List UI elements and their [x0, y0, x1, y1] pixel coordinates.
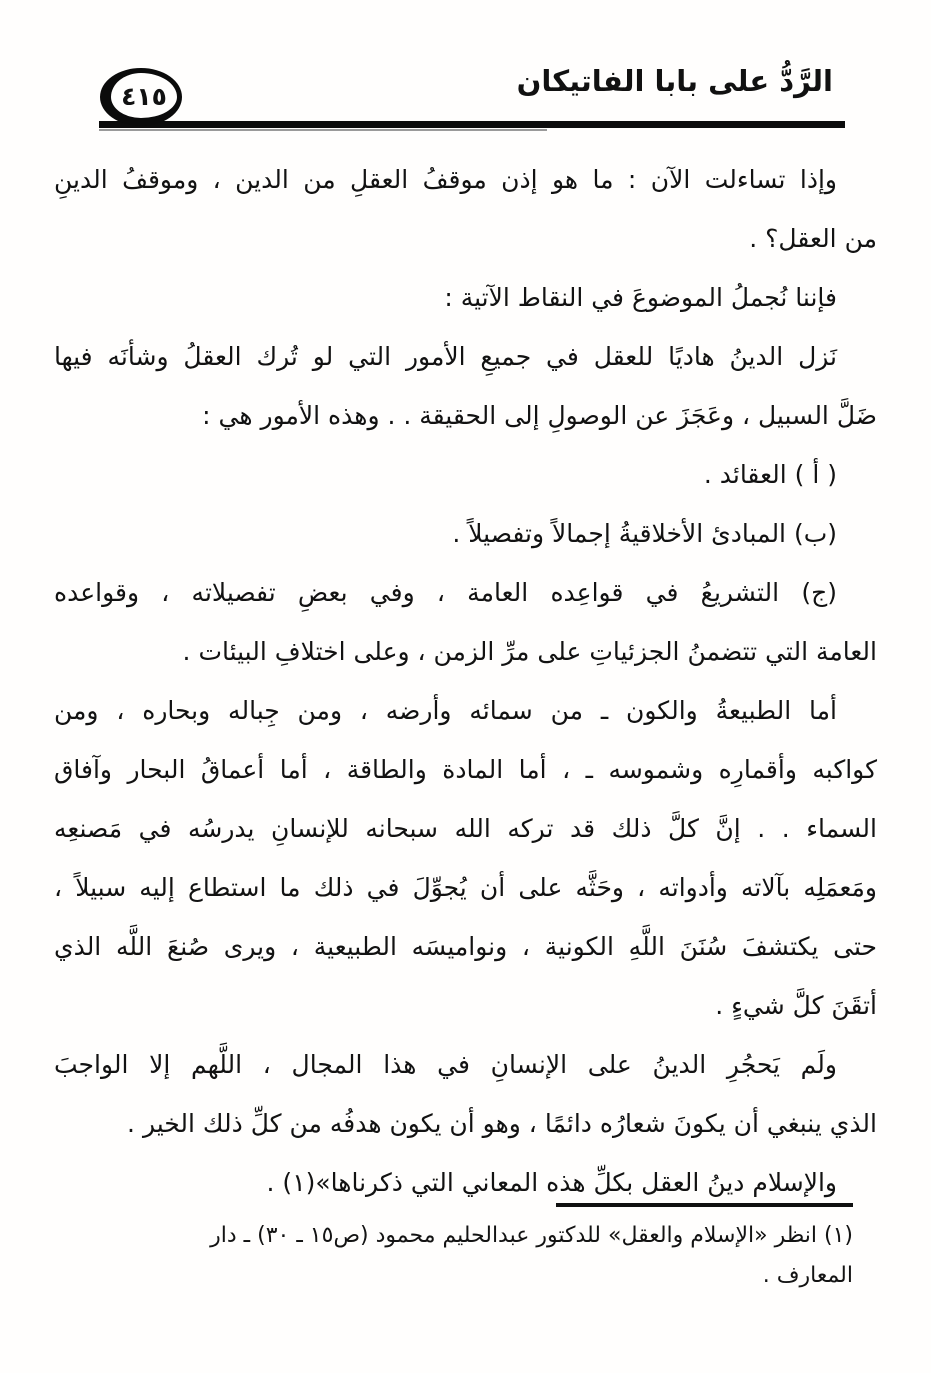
text-line: السماء . . إنَّ كلَّ ذلك قد تركه الله سبحانه للإنسانِ يدرسُه في مَصنعِه [54, 814, 877, 843]
text-line: ولَم يَحجُرِ الدينُ على الإنسانِ في هذا المجال ، اللَّهم إلا الواجبَ [54, 1050, 837, 1079]
header-rule [99, 121, 845, 128]
text-line: العامة التي تتضمنُ الجزئياتِ على مرِّ الزمن ، وعلى اختلافِ البيئات . [182, 637, 877, 666]
footnote: (١) انظر «الإسلام والعقل» للدكتور عبدالحليم محمود (ص١٥ ـ ٣٠) ـ دار المعارف . [210, 1223, 853, 1288]
text-line: ( أ ) العقائد . [703, 460, 837, 489]
text-line: وإذا تساءلت الآن : ما هو إذن موقفُ العقلِ من الدين ، وموقفُ الدينِ [54, 165, 837, 194]
page-number-badge [100, 68, 182, 126]
text-line: (ب) المبادئ الأخلاقيةُ إجمالاً وتفصيلاً . [452, 519, 837, 548]
text-line: نَزل الدينُ هاديًا للعقل في جميعِ الأمور التي لو تُرك العقلُ وشأنَه فيها [54, 342, 837, 371]
text-line: أتقَنَ كلَّ شيءٍ . [715, 991, 877, 1020]
text-line: من العقل؟ . [749, 224, 877, 253]
text-line: والإسلام دينُ العقل بكلِّ هذه المعاني التي ذكرناها»(١) . [266, 1168, 837, 1197]
text-line: (ج) التشريعُ في قواعِده العامة ، وفي بعضِ تفصيلاته ، وقواعده [54, 578, 837, 607]
text-line: ومَعمَلِه بآلاته وأدواته ، وحَثَّه على أن يُجوِّلَ في ذلك ما استطاع إليه سبيلاً ، [54, 873, 877, 902]
text-line: حتى يكتشفَ سُنَنَ اللَّهِ الكونية ، ونواميسَه الطبيعية ، ويرى صُنعَ اللَّه الذي [54, 932, 877, 961]
body-text [54, 150, 877, 1212]
text-line: كواكبه وأقمارِه وشموسه ـ ، أما المادة والطاقة ، أما أعماقُ البحار وآفاق [54, 755, 877, 784]
text-line: الذي ينبغي أن يكونَ شعارُه دائمًا ، وهو أن يكون هدفُه من كلِّ ذلك الخير . [127, 1109, 877, 1138]
text-line: ضَلَّ السبيل ، وعَجَزَ عن الوصولِ إلى الحقيقة . . وهذه الأمور هي : [202, 401, 877, 430]
footnote-rule [556, 1203, 853, 1207]
page-title: الرَّدُّ على بابا الفاتيكان [516, 64, 833, 98]
text-line: فإننا نُجملُ الموضوعَ في النقاط الآتية : [444, 283, 837, 312]
page-number: ٤١٥ [121, 82, 167, 111]
text-line: أما الطبيعةُ والكون ـ من سمائه وأرضه ، ومن جِباله وبحاره ، ومن [54, 696, 837, 725]
